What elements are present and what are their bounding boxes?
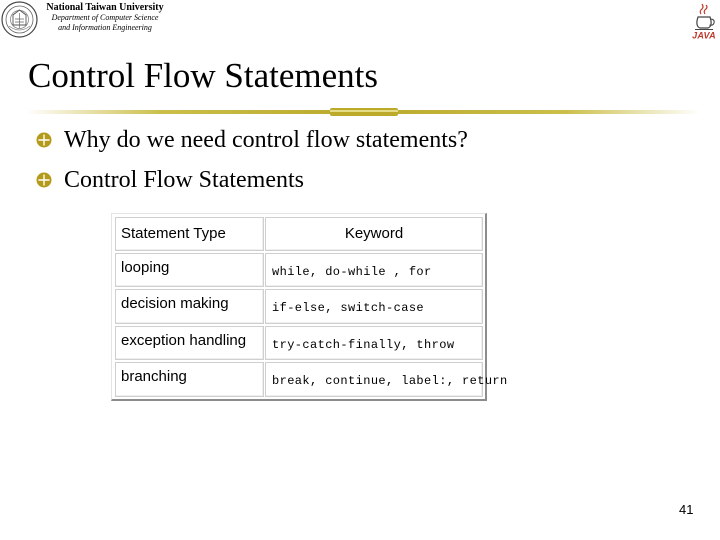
university-name: National Taiwan University	[46, 2, 164, 13]
bullet-text: Why do we need control flow statements?	[64, 127, 468, 153]
table-header-keyword: Keyword	[265, 217, 483, 251]
table-cell-type: decision making	[115, 289, 264, 324]
control-flow-table	[111, 213, 508, 401]
title-divider-highlight	[330, 110, 398, 112]
table-cell-type: exception handling	[115, 326, 264, 360]
table-cell-keyword: try-catch-finally, throw	[265, 326, 483, 360]
department-line-2: and Information Engineering	[58, 22, 152, 32]
java-logo-icon	[689, 1, 719, 40]
table-cell-keyword: break, continue, label:, return	[265, 362, 483, 397]
slide-title: Control Flow Statements	[28, 56, 378, 95]
table-cell-type: branching	[115, 362, 264, 397]
university-seal-icon	[1, 1, 38, 38]
table-cell-type: looping	[115, 253, 264, 287]
bullet-text: Control Flow Statements	[64, 167, 304, 193]
bullet-icon	[35, 171, 53, 189]
bullet-icon	[35, 131, 53, 149]
department-line-1: Department of Computer Science	[51, 13, 159, 22]
table-cell-keyword: if-else, switch-case	[265, 289, 483, 324]
university-header	[41, 2, 169, 32]
table-header-statement-type: Statement Type	[115, 217, 264, 251]
bullet-item	[35, 126, 468, 154]
svg-text:JAVA: JAVA	[692, 30, 716, 41]
page-number: 41	[679, 502, 694, 517]
bullet-item	[35, 166, 304, 194]
table-cell-keyword: while, do-while , for	[265, 253, 483, 287]
